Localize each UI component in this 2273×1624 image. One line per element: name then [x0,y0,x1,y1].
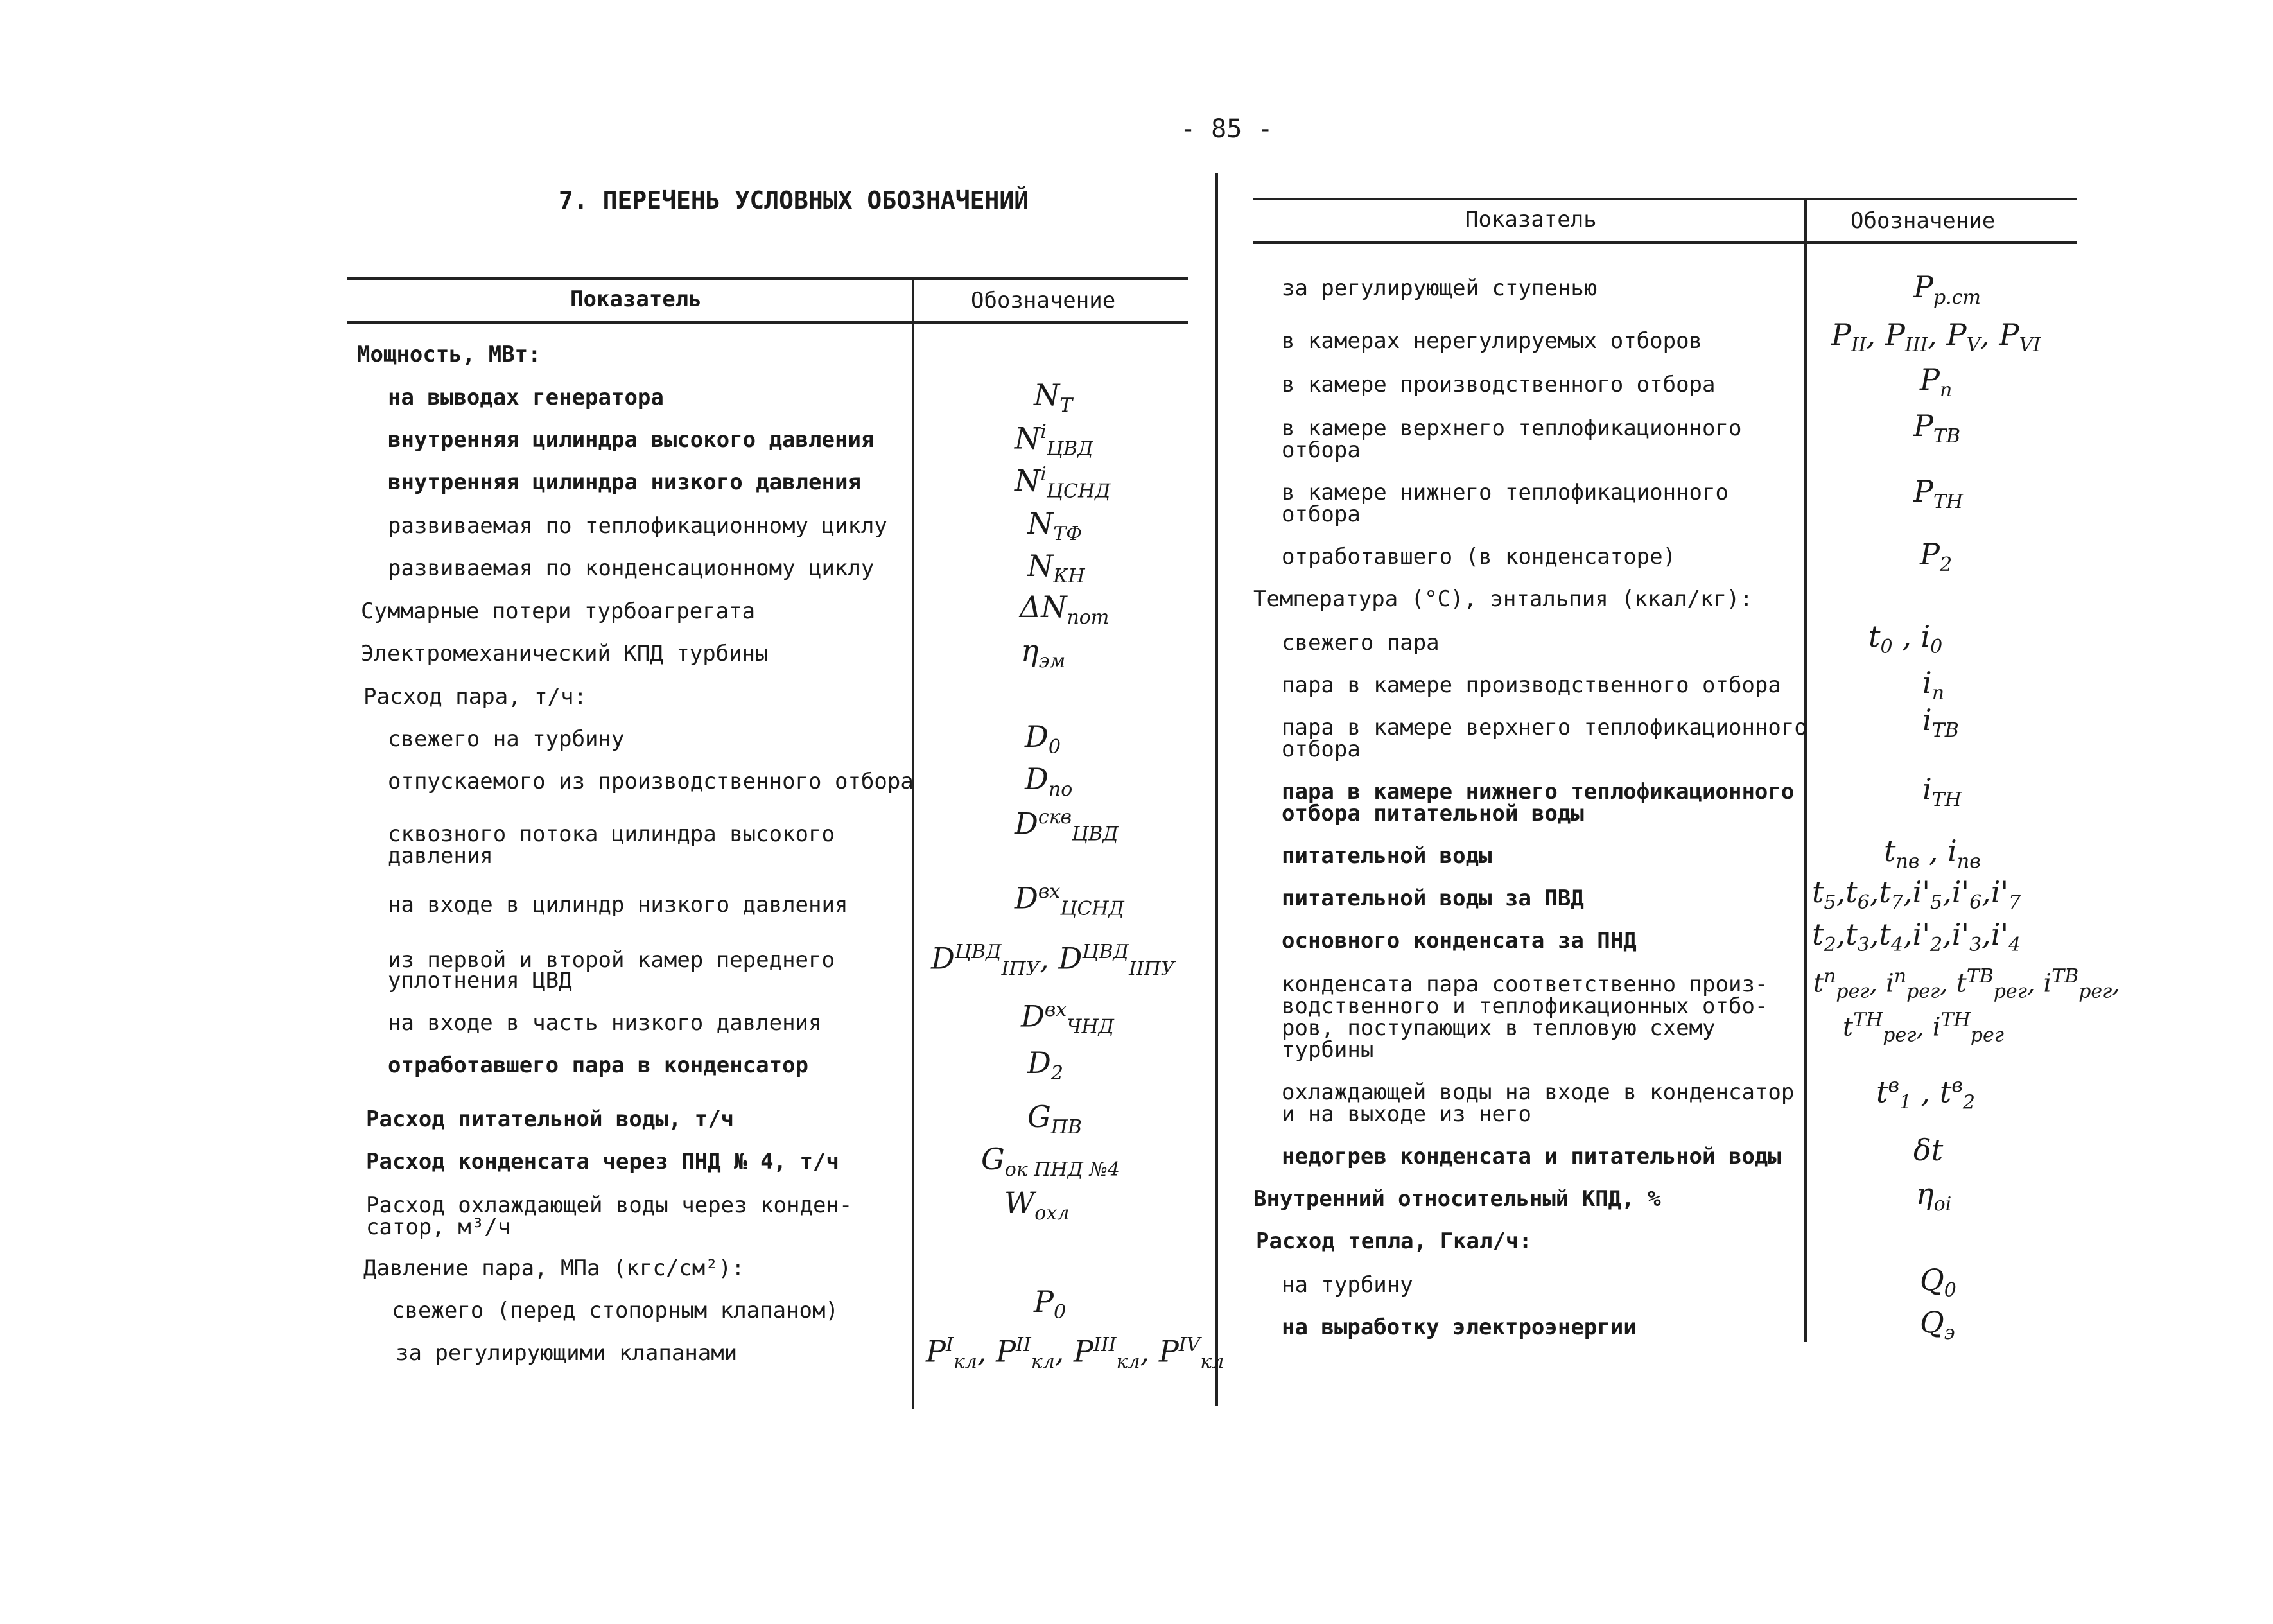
table-row: отработавшего пара в конденсатор [388,1052,809,1078]
table-row: на турбину [1282,1272,1413,1298]
table-rule [1253,241,2077,244]
symbol-cell: $P_{ТН}$ [1913,474,1964,514]
table-row-continued: отбора питательной воды [1282,801,1584,826]
table-row: свежего на турбину [388,726,625,752]
table-row: Расход охлаждающей воды через конден- [366,1192,853,1218]
symbol-cell: $W_{охл}$ [1004,1185,1070,1225]
table-row: пара в камере производственного отбора [1282,672,1781,698]
table-row: свежего (перед стопорным клапаном) [392,1298,839,1323]
symbol-cell: $D_0$ [1025,719,1061,759]
symbol-cell: $Q_э$ [1920,1305,1955,1345]
table-rule [347,321,1188,324]
table-row: за регулирующими клапанами [396,1340,738,1366]
table-row: пара в камере нижнего теплофикационного [1282,779,1795,805]
table-row: сквозного потока цилиндра высокого [388,821,835,847]
page-divider [1215,173,1218,1406]
table-row: недогрев конденсата и питательной воды [1282,1144,1781,1169]
symbol-cell: $D^{ЦВД}_{IПУ}$, $D^{ЦВД}_{IIПУ}$ [931,941,1175,981]
table-row-continued: турбины [1282,1037,1374,1063]
table-rule [347,277,1188,280]
symbol-cell: $D^{вх}_{ЧНД}$ [1021,999,1115,1038]
symbol-cell: $\eta_{эм}$ [1021,633,1066,673]
table-row: в камере производственного отбора [1282,372,1716,397]
table-row: Суммарные потери турбоагрегата [361,598,756,624]
symbol-cell: $N_{ТФ}$ [1027,506,1083,546]
table-row: отпускаемого из производственного отбора [388,769,914,794]
table-row: отработавшего (в конденсаторе) [1282,544,1676,570]
table-row: Внутренний относительный КПД, % [1253,1186,1661,1212]
table-row: из первой и второй камер переднего [388,947,835,973]
symbol-cell: $P_п$ [1920,362,1953,402]
symbol-cell: $G_{ок ПНД №4}$ [981,1142,1120,1182]
table-row-continued: давления [388,843,493,869]
symbol-cell: $t_{пв}$ , $i_{пв}$ [1884,834,1981,873]
column-divider [912,277,914,1409]
table-row-continued: сатор, м³/ч [366,1214,511,1240]
symbol-cell: $D_2$ [1027,1045,1063,1085]
table-row: Расход питательной воды, т/ч [366,1106,735,1132]
page-title: 7. ПЕРЕЧЕНЬ УСЛОВНЫХ ОБОЗНАЧЕНИЙ [559,186,1029,214]
table-row-continued: водственного и теплофикационных отбо- [1282,993,1768,1019]
table-row: внутренняя цилиндра высокого давления [388,427,875,453]
symbol-cell: $P_{р.ст}$ [1913,270,1981,310]
symbol-cell: $P_{II}$, $P_{III}$, $P_V$, $P_{VI}$ [1831,317,2041,357]
table-row: за регулирующей ступенью [1282,275,1598,301]
table-row-continued: и на выходе из него [1282,1101,1531,1127]
table-row: на входе в цилиндр низкого давления [388,892,848,918]
table-row: основного конденсата за ПНД [1282,928,1637,954]
symbol-cell: $\Delta N_{пот}$ [1020,589,1110,629]
symbol-cell: $\eta_{oi}$ [1916,1176,1952,1216]
symbol-cell: $N_T$ [1034,378,1073,417]
table-row-continued: отбора [1282,502,1361,527]
symbol-cell: $P_0$ [1034,1284,1067,1324]
symbol-cell: $i_{ТН}$ [1922,772,1962,812]
table-row: конденсата пара соответственно произ- [1282,972,1768,997]
table-row: на входе в часть низкого давления [388,1010,822,1036]
column-divider [1804,198,1807,1342]
column-header-indicator: Показатель [570,286,702,312]
table-row: развиваемая по конденсационному циклу [388,555,875,581]
table-row-continued: ров, поступающих в тепловую схему [1282,1015,1716,1041]
symbol-cell: $P_2$ [1920,537,1953,577]
table-row: свежего пара [1282,630,1440,656]
symbol-cell: $i_{ТВ}$ [1922,703,1959,742]
table-row: развиваемая по теплофикационному циклу [388,513,887,539]
table-row: в камерах нерегулируемых отборов [1282,328,1703,354]
column-header-indicator: Показатель [1465,207,1597,232]
symbol-cell: $t_2,t_3,t_4,i'_2,i'_3,i'_4$ [1812,917,2021,957]
table-row: на выводах генератора [388,385,664,410]
table-row: Электромеханический КПД турбины [361,641,769,667]
column-header-symbol: Обозначение [1851,208,1996,234]
symbol-cell: $P_{ТВ}$ [1913,408,1961,448]
table-row: Расход конденсата через ПНД № 4, т/ч [366,1149,839,1174]
symbol-cell: $D^{вх}_{ЦСНД}$ [1015,880,1124,920]
page-number: - 85 - [1180,114,1273,144]
symbol-cell: $Q_0$ [1920,1262,1956,1302]
table-row: Мощность, МВт: [357,342,541,367]
table-row: охлаждающей воды на входе в конденсатор [1282,1079,1795,1105]
symbol-cell: $P^I_{кл}$, $P^{II}_{кл}$, $P^{III}_{кл}$, $P^{IV}_{кл}$ [926,1334,1224,1374]
symbol-cell: $t^п_{рег}$, $i^п_{рег}$, $t^{ТВ}_{рег}$, $i^{ТВ}_{рег}$, [1813,965,2121,1003]
table-row: Температура (°С), энтальпия (ккал/кг): [1253,586,1753,612]
symbol-cell: $N_{КН}$ [1027,548,1085,588]
table-row: в камере верхнего теплофикационного [1282,415,1742,441]
table-row-continued: отбора [1282,737,1361,762]
column-header-symbol: Обозначение [971,288,1116,313]
symbol-cell: $i_п$ [1922,665,1945,705]
symbol-cell: $t^{ТН}_{рег}$, $i^{ТН}_{рег}$ [1843,1009,2004,1047]
symbol-cell: $D_{по}$ [1025,762,1073,801]
symbol-cell: $N^i_{ЦСНД}$ [1015,463,1111,503]
table-row-continued: уплотнения ЦВД [388,968,572,993]
table-rule [1253,198,2077,200]
symbol-cell: δt [1913,1133,1944,1167]
table-row: пара в камере верхнего теплофикационного [1282,715,1807,740]
table-row: питательной воды за ПВД [1282,886,1584,911]
table-row: внутренняя цилиндра низкого давления [388,469,861,495]
table-row: на выработку электроэнергии [1282,1314,1637,1340]
symbol-cell: $G_{ПВ}$ [1027,1099,1082,1139]
symbol-cell: $t_5,t_6,t_7,i'_5,i'_6,i'_7$ [1812,875,2021,914]
table-row: Расход пара, т/ч: [363,684,587,710]
table-row: в камере нижнего теплофикационного [1282,480,1729,505]
table-row: питательной воды [1282,843,1492,869]
symbol-cell: $t_0$ , $i_0$ [1868,619,1943,659]
table-row: Расход тепла, Гкал/ч: [1256,1228,1532,1254]
symbol-cell: $t^в_1$ , $t^в_2$ [1876,1074,1975,1114]
table-row: Давление пара, МПа (кгс/см²): [363,1255,745,1281]
symbol-cell: $D^{скв}_{ЦВД}$ [1015,806,1119,846]
table-row-continued: отбора [1282,437,1361,463]
symbol-cell: $N^i_{ЦВД}$ [1015,421,1093,460]
